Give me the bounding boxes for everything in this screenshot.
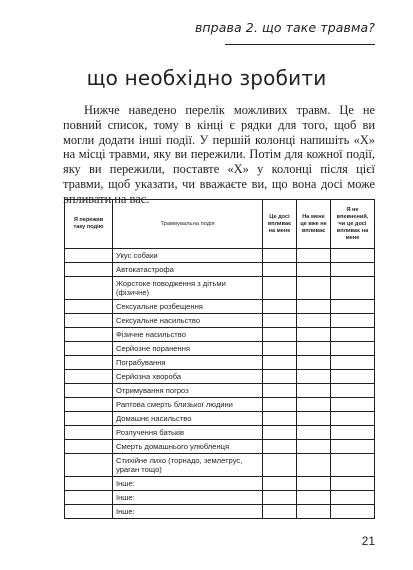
header-still-affects: Це досі впливає на мене <box>263 200 297 249</box>
event-cell: Інше: <box>113 505 263 519</box>
mark-cell-experienced[interactable] <box>65 477 113 491</box>
mark-cell-not-sure[interactable] <box>331 356 375 370</box>
mark-cell-no-longer-affects[interactable] <box>297 249 331 263</box>
mark-cell-experienced[interactable] <box>65 370 113 384</box>
mark-cell-no-longer-affects[interactable] <box>297 412 331 426</box>
mark-cell-not-sure[interactable] <box>331 412 375 426</box>
table-row <box>65 342 375 356</box>
table-row <box>65 491 375 505</box>
table-row <box>65 249 375 263</box>
table-row <box>65 314 375 328</box>
mark-cell-experienced[interactable] <box>65 426 113 440</box>
event-cell: Сексуальне насильство <box>113 314 263 328</box>
table-row <box>65 477 375 491</box>
mark-cell-no-longer-affects[interactable] <box>297 440 331 454</box>
table-row <box>65 505 375 519</box>
table-row <box>65 263 375 277</box>
mark-cell-not-sure[interactable] <box>331 384 375 398</box>
mark-cell-not-sure[interactable] <box>331 370 375 384</box>
mark-cell-still-affects[interactable] <box>263 314 297 328</box>
mark-cell-still-affects[interactable] <box>263 277 297 300</box>
mark-cell-not-sure[interactable] <box>331 314 375 328</box>
mark-cell-still-affects[interactable] <box>263 249 297 263</box>
event-cell: Раптова смерть близької людини <box>113 398 263 412</box>
mark-cell-not-sure[interactable] <box>331 277 375 300</box>
mark-cell-still-affects[interactable] <box>263 440 297 454</box>
mark-cell-still-affects[interactable] <box>263 491 297 505</box>
mark-cell-no-longer-affects[interactable] <box>297 370 331 384</box>
mark-cell-no-longer-affects[interactable] <box>297 328 331 342</box>
mark-cell-no-longer-affects[interactable] <box>297 505 331 519</box>
mark-cell-experienced[interactable] <box>65 491 113 505</box>
mark-cell-not-sure[interactable] <box>331 426 375 440</box>
mark-cell-still-affects[interactable] <box>263 398 297 412</box>
mark-cell-experienced[interactable] <box>65 454 113 477</box>
mark-cell-no-longer-affects[interactable] <box>297 300 331 314</box>
mark-cell-not-sure[interactable] <box>331 342 375 356</box>
event-cell: Смерть домашнього улюбленця <box>113 440 263 454</box>
event-cell: Сексуальне розбещення <box>113 300 263 314</box>
mark-cell-experienced[interactable] <box>65 249 113 263</box>
mark-cell-not-sure[interactable] <box>331 491 375 505</box>
table-row <box>65 412 375 426</box>
mark-cell-no-longer-affects[interactable] <box>297 342 331 356</box>
mark-cell-not-sure[interactable] <box>331 249 375 263</box>
event-cell: Автокатастрофа <box>113 263 263 277</box>
event-cell: Пограбування <box>113 356 263 370</box>
header-experienced: Я пережив таку подію <box>65 200 113 249</box>
table-row <box>65 370 375 384</box>
mark-cell-experienced[interactable] <box>65 505 113 519</box>
mark-cell-not-sure[interactable] <box>331 440 375 454</box>
mark-cell-no-longer-affects[interactable] <box>297 314 331 328</box>
table-row <box>65 384 375 398</box>
mark-cell-no-longer-affects[interactable] <box>297 356 331 370</box>
event-cell: Стихійне лихо (торнадо, землетрус, ураган тощо) <box>113 454 263 477</box>
mark-cell-experienced[interactable] <box>65 328 113 342</box>
mark-cell-no-longer-affects[interactable] <box>297 491 331 505</box>
mark-cell-not-sure[interactable] <box>331 505 375 519</box>
event-cell: Домашнє насильство <box>113 412 263 426</box>
mark-cell-still-affects[interactable] <box>263 384 297 398</box>
event-cell: Фізичне насильство <box>113 328 263 342</box>
header-no-longer-affects: На мене це вже не впливає <box>297 200 331 249</box>
mark-cell-still-affects[interactable] <box>263 370 297 384</box>
mark-cell-not-sure[interactable] <box>331 477 375 491</box>
event-cell: Серйозна хвороба <box>113 370 263 384</box>
mark-cell-no-longer-affects[interactable] <box>297 426 331 440</box>
mark-cell-experienced[interactable] <box>65 277 113 300</box>
mark-cell-still-affects[interactable] <box>263 300 297 314</box>
mark-cell-experienced[interactable] <box>65 342 113 356</box>
page-number: 21 <box>361 534 375 548</box>
mark-cell-no-longer-affects[interactable] <box>297 454 331 477</box>
mark-cell-no-longer-affects[interactable] <box>297 398 331 412</box>
event-cell: Укус собаки <box>113 249 263 263</box>
mark-cell-experienced[interactable] <box>65 263 113 277</box>
mark-cell-experienced[interactable] <box>65 412 113 426</box>
table-header-row <box>65 200 375 249</box>
table-row <box>65 426 375 440</box>
mark-cell-no-longer-affects[interactable] <box>297 477 331 491</box>
running-head: вправа 2. що таке травма? <box>194 20 375 35</box>
table-row <box>65 398 375 412</box>
mark-cell-still-affects[interactable] <box>263 477 297 491</box>
table-row <box>65 328 375 342</box>
mark-cell-still-affects[interactable] <box>263 426 297 440</box>
intro-paragraph: Нижче наведено перелік можливих травм. Це не повний список, тому в кінці є рядки для того, щоб ви могли додати інші події. У першій колонці напишіть «X» на місці травми, яку ви пережили. Потім для кожної події, яку ви пережили, поставте «X» у колонці після цієї травми, щоб указати, чи вважаєте ви, що вона досі може впливати на вас. <box>63 103 375 206</box>
table-row <box>65 277 375 300</box>
mark-cell-experienced[interactable] <box>65 398 113 412</box>
mark-cell-still-affects[interactable] <box>263 454 297 477</box>
event-cell: Жорстоке поводження з дітьми (фізичне) <box>113 277 263 300</box>
mark-cell-still-affects[interactable] <box>263 412 297 426</box>
mark-cell-experienced[interactable] <box>65 440 113 454</box>
trauma-table <box>64 199 375 519</box>
mark-cell-no-longer-affects[interactable] <box>297 384 331 398</box>
mark-cell-experienced[interactable] <box>65 356 113 370</box>
mark-cell-no-longer-affects[interactable] <box>297 277 331 300</box>
header-rule <box>225 44 375 45</box>
table-row <box>65 300 375 314</box>
header-event: Травмувальна подія <box>113 200 263 249</box>
event-cell: Серйозне поранення <box>113 342 263 356</box>
table-row <box>65 454 375 477</box>
mark-cell-not-sure[interactable] <box>331 300 375 314</box>
mark-cell-experienced[interactable] <box>65 300 113 314</box>
mark-cell-still-affects[interactable] <box>263 505 297 519</box>
table-row <box>65 440 375 454</box>
mark-cell-not-sure[interactable] <box>331 263 375 277</box>
mark-cell-experienced[interactable] <box>65 314 113 328</box>
mark-cell-still-affects[interactable] <box>263 328 297 342</box>
table-body <box>65 249 375 519</box>
table-row <box>65 356 375 370</box>
event-cell: Розлучення батьків <box>113 426 263 440</box>
event-cell: Отримування погроз <box>113 384 263 398</box>
mark-cell-no-longer-affects[interactable] <box>297 263 331 277</box>
mark-cell-still-affects[interactable] <box>263 356 297 370</box>
event-cell: Інше: <box>113 477 263 491</box>
mark-cell-still-affects[interactable] <box>263 342 297 356</box>
section-title: що необхідно зробити <box>86 66 327 90</box>
event-cell: Інше: <box>113 491 263 505</box>
header-not-sure: Я не впевнений, чи це досі впливає на мене <box>331 200 375 249</box>
mark-cell-experienced[interactable] <box>65 384 113 398</box>
mark-cell-not-sure[interactable] <box>331 454 375 477</box>
mark-cell-not-sure[interactable] <box>331 398 375 412</box>
mark-cell-still-affects[interactable] <box>263 263 297 277</box>
mark-cell-not-sure[interactable] <box>331 328 375 342</box>
